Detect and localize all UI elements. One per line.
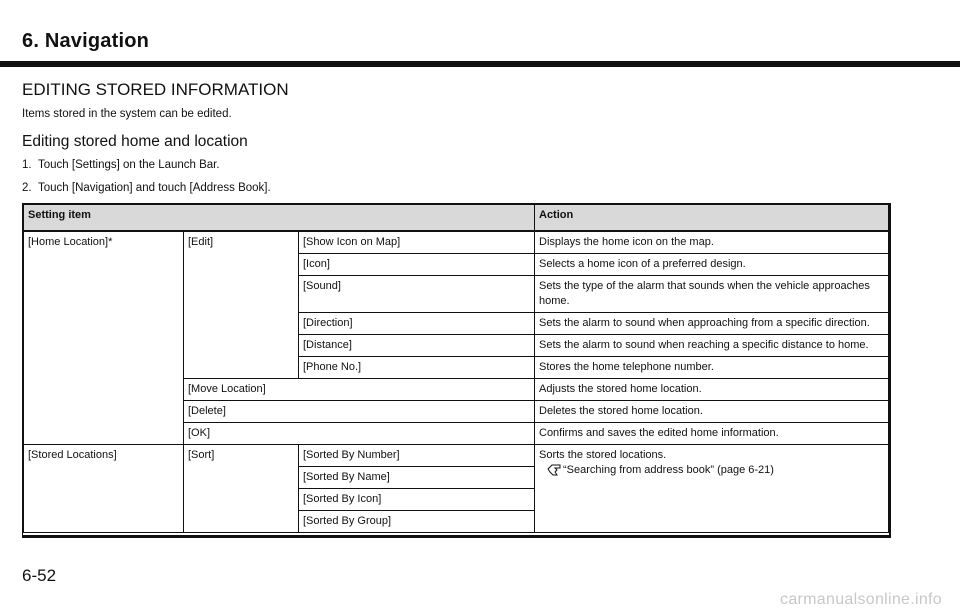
section-intro: Items stored in the system can be edited.	[22, 108, 232, 120]
item-cell: [Sound]	[299, 276, 535, 313]
sort-action-cell	[535, 445, 889, 533]
page-number: 6-52	[22, 566, 57, 585]
home-location-cell: [Home Location]*	[24, 231, 184, 445]
stored-locations-cell: [Stored Locations]	[24, 445, 184, 533]
section-title: EDITING STORED INFORMATION	[22, 80, 289, 99]
item-cell: [Sorted By Icon]	[299, 489, 535, 511]
item-cell: [Icon]	[299, 254, 535, 276]
item-cell: [Phone No.]	[299, 357, 535, 379]
table-row	[24, 231, 889, 254]
step-text: Touch [Settings] on the Launch Bar.	[38, 159, 220, 171]
item-cell: [Sorted By Group]	[299, 511, 535, 533]
action-cell: Confirms and saves the edited home information.	[535, 423, 889, 445]
settings-table	[22, 203, 891, 538]
chapter-title: 6. Navigation	[22, 30, 150, 52]
action-cell: Stores the home telephone number.	[535, 357, 889, 379]
action-cell: Adjusts the stored home location.	[535, 379, 889, 401]
step-number: 2.	[22, 182, 32, 194]
action-cell: Sets the type of the alarm that sounds when the vehicle approaches home.	[535, 276, 889, 313]
step-1	[22, 159, 220, 171]
step-number: 1.	[22, 159, 32, 171]
header-rule	[0, 61, 960, 67]
watermark: carmanualsonline.info	[780, 591, 942, 608]
move-location-cell: [Move Location]	[184, 379, 535, 401]
item-cell: [Sorted By Number]	[299, 445, 535, 467]
action-cell: Displays the home icon on the map.	[535, 231, 889, 254]
action-cell: Sets the alarm to sound when approaching from a specific direction.	[535, 313, 889, 335]
item-cell: [Sorted By Name]	[299, 467, 535, 489]
table-header-row	[24, 205, 889, 232]
header-setting-item: Setting item	[24, 205, 535, 232]
item-cell: [Show Icon on Map]	[299, 231, 535, 254]
table-row	[24, 445, 889, 467]
item-cell: [Distance]	[299, 335, 535, 357]
action-cell: Deletes the stored home location.	[535, 401, 889, 423]
subsection-title: Editing stored home and location	[22, 133, 248, 150]
reference-pointer-icon	[547, 464, 561, 476]
reference-link	[539, 463, 884, 478]
edit-cell: [Edit]	[184, 231, 299, 379]
action-cell: Selects a home icon of a preferred design.	[535, 254, 889, 276]
sort-cell: [Sort]	[184, 445, 299, 533]
item-cell: [Direction]	[299, 313, 535, 335]
step-text: Touch [Navigation] and touch [Address Book].	[38, 182, 271, 194]
action-cell: Sets the alarm to sound when reaching a specific distance to home.	[535, 335, 889, 357]
sort-action-text: Sorts the stored locations.	[539, 449, 667, 461]
step-2	[22, 182, 271, 194]
ok-cell: [OK]	[184, 423, 535, 445]
reference-text: “Searching from address book” (page 6-21)	[563, 464, 774, 476]
delete-cell: [Delete]	[184, 401, 535, 423]
header-action: Action	[535, 205, 889, 232]
